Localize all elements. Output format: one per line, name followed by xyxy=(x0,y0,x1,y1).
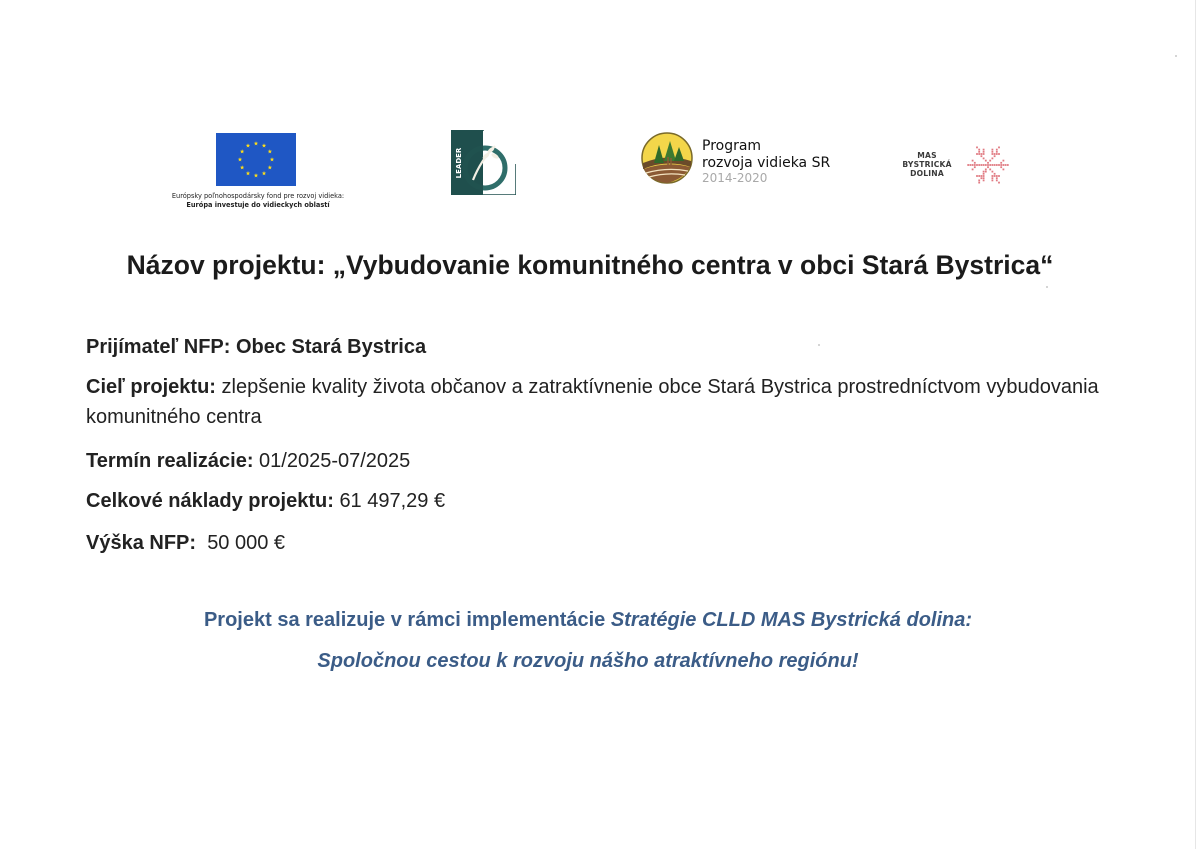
prv-line2: rozvoja vidieka SR xyxy=(702,155,831,171)
star-pixel xyxy=(983,173,985,175)
star-pixel xyxy=(978,164,980,166)
star-pixel xyxy=(981,155,983,157)
scan-speck xyxy=(1175,55,1177,57)
star-pixel xyxy=(1000,162,1002,164)
star-pixel xyxy=(992,177,994,179)
recipient-value: Obec Stará Bystrica xyxy=(235,336,427,358)
star-pixel xyxy=(981,175,983,177)
eu-flag-icon xyxy=(216,133,296,186)
recipient-label: Prijímateľ NFP: xyxy=(86,336,231,358)
prv-line3: 2014-2020 xyxy=(702,171,768,185)
star-pixel xyxy=(1000,166,1002,168)
star-pixel xyxy=(974,162,976,164)
star-pixel xyxy=(994,173,996,175)
star-pixel xyxy=(994,175,996,177)
star-pixel xyxy=(992,158,994,160)
star-pixel xyxy=(978,153,980,155)
star-pixel xyxy=(989,160,991,162)
footer-line1 xyxy=(0,609,1176,632)
star-pixel xyxy=(996,175,998,177)
mas-text xyxy=(894,151,960,178)
star-pixel xyxy=(978,180,980,182)
scan-edge xyxy=(1195,0,1196,849)
star-pixel xyxy=(996,153,998,155)
star-pixel xyxy=(992,164,994,166)
footer-line1-italic: Stratégie CLLD MAS Bystrická dolina: xyxy=(610,609,973,631)
star-pixel xyxy=(996,180,998,182)
star-pixel xyxy=(972,169,974,171)
star-pixel xyxy=(978,149,980,151)
star-pixel xyxy=(992,153,994,155)
cost-value: 61 497,29 € xyxy=(339,490,446,512)
star-pixel xyxy=(998,153,1000,155)
term-line xyxy=(86,446,410,476)
goal-label: Cieľ projektu: xyxy=(86,376,216,398)
eu-caption-line2: Európa investuje do vidieckych oblastí xyxy=(186,201,330,209)
star-pixel xyxy=(972,164,974,166)
folk-star-icon xyxy=(962,142,1014,188)
mas-logo xyxy=(894,142,1018,188)
star-pixel xyxy=(967,164,969,166)
eu-logo xyxy=(148,130,368,216)
star-pixel xyxy=(983,151,985,153)
star-pixel xyxy=(981,177,983,179)
scan-speck xyxy=(818,344,820,346)
star-pixel xyxy=(981,164,983,166)
star-pixel xyxy=(974,166,976,168)
star-pixel xyxy=(978,151,980,153)
star-pixel xyxy=(987,166,989,168)
star-pixel xyxy=(994,155,996,157)
star-pixel xyxy=(992,180,994,182)
leader-logo xyxy=(451,130,516,195)
star-pixel xyxy=(992,175,994,177)
star-pixel xyxy=(976,175,978,177)
star-pixel xyxy=(983,149,985,151)
term-label: Termín realizácie: xyxy=(86,450,254,472)
star-pixel xyxy=(978,175,980,177)
leader-text: LEADER xyxy=(455,147,463,179)
star-pixel xyxy=(998,175,1000,177)
leader-logo-icon xyxy=(451,130,516,195)
star-pixel xyxy=(998,182,1000,184)
recipient-line xyxy=(86,332,426,362)
prv-emblem-icon xyxy=(640,131,694,185)
star-pixel xyxy=(989,169,991,171)
star-pixel xyxy=(998,164,1000,166)
prv-line1: Program xyxy=(702,138,762,154)
footer-line1-normal: Projekt sa realizuje v rámci implementácie xyxy=(203,609,606,631)
star-pixel xyxy=(989,164,991,166)
star-pixel xyxy=(983,175,985,177)
star-pixel xyxy=(983,180,985,182)
star-pixel xyxy=(987,162,989,164)
star-pixel xyxy=(985,171,987,173)
star-pixel xyxy=(983,177,985,179)
star-pixel xyxy=(976,164,978,166)
star-pixel xyxy=(1003,164,1005,166)
project-title: Názov projektu: „Vybudovanie komunitného centra v obci Stará Bystrica“ xyxy=(126,250,1054,280)
eu-caption-line1: Európsky poľnohospodársky fond pre rozvoj vidieka: xyxy=(171,192,345,200)
star-pixel xyxy=(972,160,974,162)
star-pixel xyxy=(978,182,980,184)
mas-line1: MAS xyxy=(917,151,937,160)
cost-label: Celkové náklady projektu: xyxy=(86,490,334,512)
nfp-value: 50 000 € xyxy=(207,532,286,554)
star-pixel xyxy=(983,171,985,173)
star-pixel xyxy=(996,177,998,179)
term-value: 01/2025-07/2025 xyxy=(259,450,411,472)
star-pixel xyxy=(1003,169,1005,171)
star-pixel xyxy=(981,153,983,155)
star-pixel xyxy=(970,164,972,166)
star-pixel xyxy=(992,171,994,173)
mas-line2: BYSTRICKÁ xyxy=(902,160,952,169)
star-pixel xyxy=(994,153,996,155)
star-pixel xyxy=(976,147,978,149)
scan-speck xyxy=(1046,286,1048,288)
star-pixel xyxy=(976,153,978,155)
star-pixel xyxy=(1003,160,1005,162)
star-pixel xyxy=(1005,164,1007,166)
star-pixel xyxy=(985,169,987,171)
star-pixel xyxy=(983,153,985,155)
star-pixel xyxy=(983,164,985,166)
nfp-line xyxy=(86,528,285,558)
star-pixel xyxy=(994,164,996,166)
goal-line xyxy=(86,372,1126,432)
footer-line2: Spoločnou cestou k rozvoju nášho atraktívneho regiónu! xyxy=(317,650,859,672)
star-pixel xyxy=(1007,164,1009,166)
star-pixel xyxy=(985,164,987,166)
mas-line3: DOLINA xyxy=(910,169,944,178)
star-pixel xyxy=(992,151,994,153)
eu-caption xyxy=(148,192,368,210)
star-pixel xyxy=(985,160,987,162)
star-pixel xyxy=(998,147,1000,149)
goal-value: zlepšenie kvality života občanov a zatraktívnenie obce Stará Bystrica prostredníctvom vybudovania komunitného centra xyxy=(86,376,1099,428)
star-pixel xyxy=(992,149,994,151)
star-pixel xyxy=(1000,164,1002,166)
star-pixel xyxy=(996,151,998,153)
star-pixel xyxy=(987,164,989,166)
cost-line xyxy=(86,486,445,516)
star-pixel xyxy=(974,164,976,166)
star-pixel xyxy=(983,158,985,160)
nfp-label: Výška NFP: xyxy=(86,532,197,554)
prv-logo xyxy=(640,131,850,187)
star-pixel xyxy=(996,149,998,151)
star-pixel xyxy=(996,164,998,166)
